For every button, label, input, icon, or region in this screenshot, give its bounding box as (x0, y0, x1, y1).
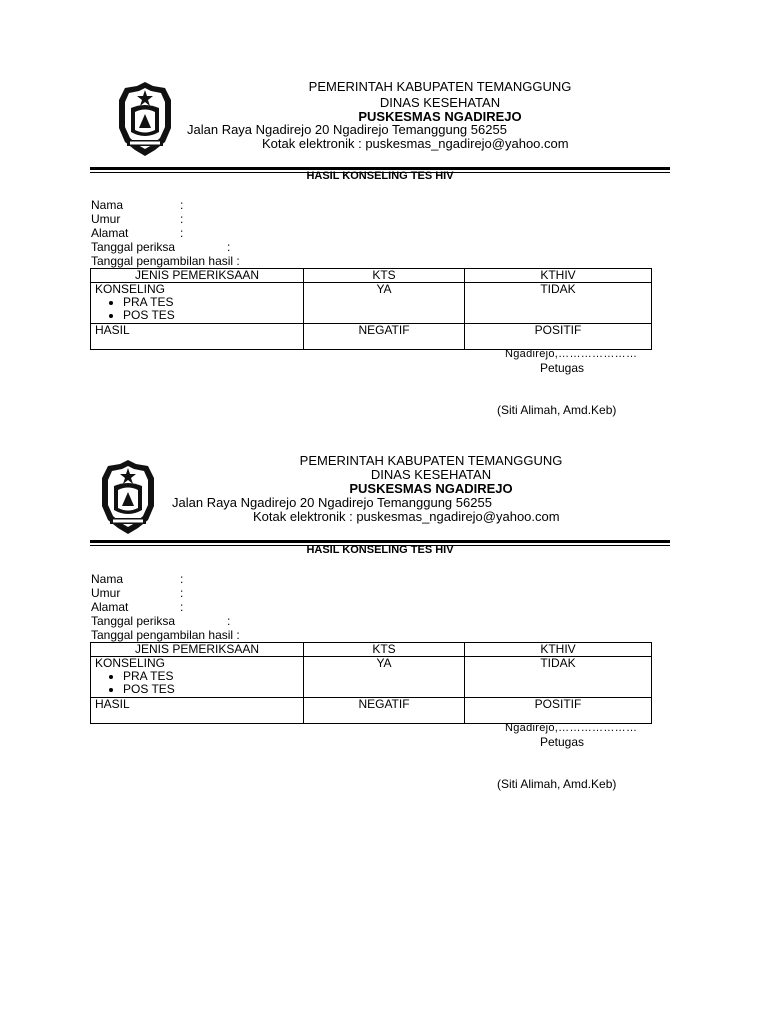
field-colon: : (227, 614, 231, 628)
field-label: Tanggal pengambilan hasil : (91, 628, 240, 642)
place-date: Ngadirejo,………………… (505, 722, 638, 734)
officer-name: (Siti Alimah, Amd.Keb) (497, 777, 617, 791)
dept-heading: DINAS KESEHATAN (379, 95, 501, 110)
table-header-row (91, 643, 652, 657)
field-nama (91, 198, 184, 212)
email-line: Kotak elektronik : puskesmas_ngadirejo@yahoo.com (262, 136, 569, 151)
dept-heading: DINAS KESEHATAN (370, 467, 492, 482)
gov-heading: PEMERINTAH KABUPATEN TEMANGGUNG (308, 79, 572, 94)
table-cell-konseling (91, 283, 304, 324)
field-label: Nama (91, 572, 124, 586)
table-row (91, 657, 652, 698)
officer-name: (Siti Alimah, Amd.Keb) (497, 403, 617, 417)
field-colon: : (180, 600, 184, 614)
field-label: Umur (91, 586, 121, 600)
field-tanggal-ambil (91, 628, 240, 642)
table-cell: TIDAK (465, 657, 652, 698)
table-cell: NEGATIF (304, 324, 465, 350)
table-cell: YA (304, 657, 465, 698)
list-item: • POS TES (123, 309, 299, 322)
field-colon: : (180, 572, 184, 586)
konseling-sub-list (95, 296, 299, 322)
table-header-cell: JENIS PEMERIKSAAN (91, 643, 304, 657)
field-umur (91, 212, 184, 226)
field-alamat (91, 226, 184, 240)
field-label: Tanggal periksa (91, 614, 176, 628)
coat-of-arms-emblem (98, 458, 158, 536)
results-table (90, 268, 652, 350)
table-header-cell: KTHIV (465, 643, 652, 657)
table-header-cell: KTHIV (465, 269, 652, 283)
field-nama (91, 572, 184, 586)
table-cell: TIDAK (465, 283, 652, 324)
field-colon: : (180, 212, 184, 226)
field-colon: : (180, 586, 184, 600)
row-label: KONSELING (95, 656, 166, 670)
field-colon: : (180, 198, 184, 212)
list-item: • POS TES (123, 683, 299, 696)
officer-role: Petugas (540, 361, 585, 375)
coat-of-arms-emblem (115, 80, 175, 158)
field-umur (91, 586, 184, 600)
table-header-cell: JENIS PEMERIKSAAN (91, 269, 304, 283)
field-label: Tanggal pengambilan hasil : (91, 254, 240, 268)
address-line: Jalan Raya Ngadirejo 20 Ngadirejo Temanggung 56255 (187, 122, 507, 137)
table-row (91, 324, 652, 350)
table-cell-konseling (91, 657, 304, 698)
table-header-cell: KTS (304, 643, 465, 657)
field-tanggal-periksa (91, 614, 231, 628)
email-line: Kotak elektronik : puskesmas_ngadirejo@yahoo.com (253, 509, 560, 524)
table-cell: NEGATIF (304, 698, 465, 724)
table-cell: YA (304, 283, 465, 324)
row-label: KONSELING (95, 282, 166, 296)
konseling-sub-list (95, 670, 299, 696)
field-label: Umur (91, 212, 121, 226)
clinic-heading: PUSKESMAS NGADIREJO (349, 481, 513, 496)
table-row (91, 283, 652, 324)
table-header-cell: KTS (304, 269, 465, 283)
field-tanggal-ambil (91, 254, 240, 268)
gov-heading: PEMERINTAH KABUPATEN TEMANGGUNG (299, 453, 563, 468)
results-table (90, 642, 652, 724)
clinic-heading: PUSKESMAS NGADIREJO (358, 109, 522, 124)
header-rule-thick (90, 540, 670, 543)
field-colon: : (180, 226, 184, 240)
field-alamat (91, 600, 184, 614)
field-label: Alamat (91, 226, 129, 240)
table-cell: POSITIF (465, 324, 652, 350)
list-item: • PRA TES (123, 670, 299, 683)
form-title: HASIL KONSELING TES HIV (306, 544, 454, 556)
form-1 (0, 0, 768, 417)
place-date: Ngadirejo,………………… (505, 348, 638, 360)
table-cell: POSITIF (465, 698, 652, 724)
form-2 (0, 374, 768, 791)
field-label: Alamat (91, 600, 129, 614)
field-tanggal-periksa (91, 240, 231, 254)
table-row (91, 698, 652, 724)
officer-role: Petugas (540, 735, 585, 749)
address-line: Jalan Raya Ngadirejo 20 Ngadirejo Temanggung 56255 (172, 495, 492, 510)
table-cell: HASIL (91, 324, 304, 350)
form-title: HASIL KONSELING TES HIV (306, 170, 454, 182)
field-colon: : (227, 240, 231, 254)
field-label: Nama (91, 198, 124, 212)
field-label: Tanggal periksa (91, 240, 176, 254)
table-cell: HASIL (91, 698, 304, 724)
table-header-row (91, 269, 652, 283)
list-item: • PRA TES (123, 296, 299, 309)
